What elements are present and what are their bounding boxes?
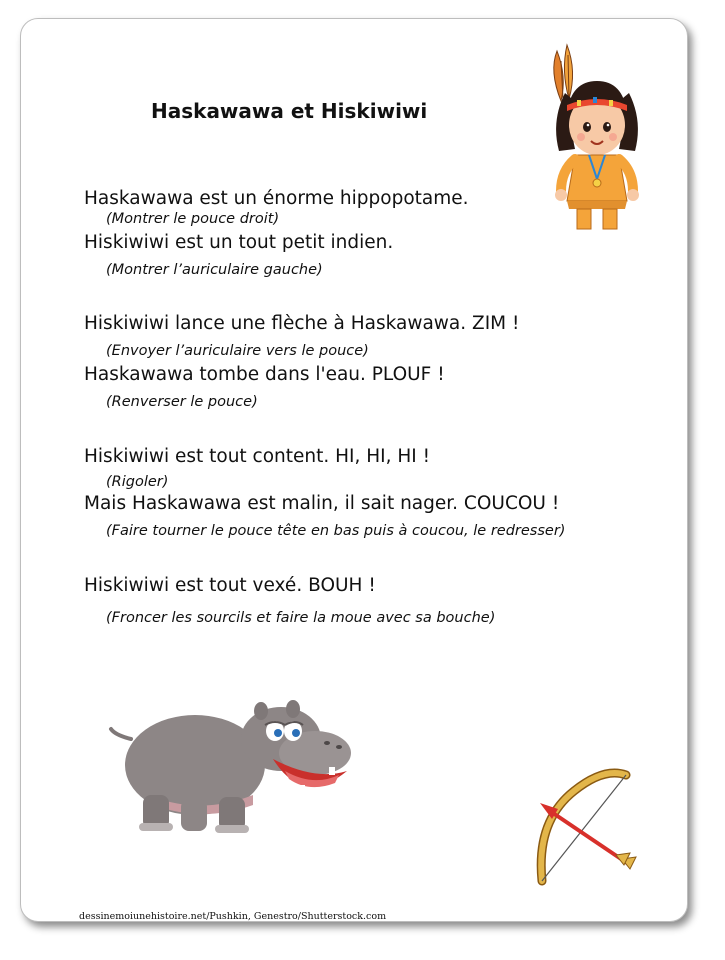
indian-boy-icon xyxy=(531,31,661,231)
gesture-note: (Montrer le pouce droit) xyxy=(106,211,280,227)
gesture-note: (Faire tourner le pouce tête en bas puis à coucou, le redresser) xyxy=(106,523,566,539)
poem-line: Hiskiwiwi lance une flèche à Haskawawa. ZIM ! xyxy=(84,313,520,334)
poem-line: Mais Haskawawa est malin, il sait nager. COUCOU ! xyxy=(84,493,560,514)
poem-line: Haskawawa tombe dans l'eau. PLOUF ! xyxy=(84,364,445,385)
credit-text: dessinemoiunehistoire.net/Pushkin, Genestro/Shutterstock.com xyxy=(79,911,387,922)
gesture-note: (Envoyer l’auriculaire vers le pouce) xyxy=(106,343,369,359)
hippopotamus-icon xyxy=(103,687,353,837)
bow-and-arrow-icon xyxy=(526,761,636,891)
poem-line: Haskawawa est un énorme hippopotame. xyxy=(84,188,469,209)
poem-line: Hiskiwiwi est un tout petit indien. xyxy=(84,232,394,253)
gesture-note: (Renverser le pouce) xyxy=(106,394,258,410)
gesture-note: (Rigoler) xyxy=(106,474,169,490)
song-sheet xyxy=(20,18,688,922)
poem-line: Hiskiwiwi est tout vexé. BOUH ! xyxy=(84,575,376,596)
poem-line: Hiskiwiwi est tout content. HI, HI, HI ! xyxy=(84,446,431,467)
page-title: Haskawawa et Hiskiwiwi xyxy=(151,99,428,123)
gesture-note: (Montrer l’auriculaire gauche) xyxy=(106,262,323,278)
gesture-note: (Froncer les sourcils et faire la moue avec sa bouche) xyxy=(106,610,496,626)
